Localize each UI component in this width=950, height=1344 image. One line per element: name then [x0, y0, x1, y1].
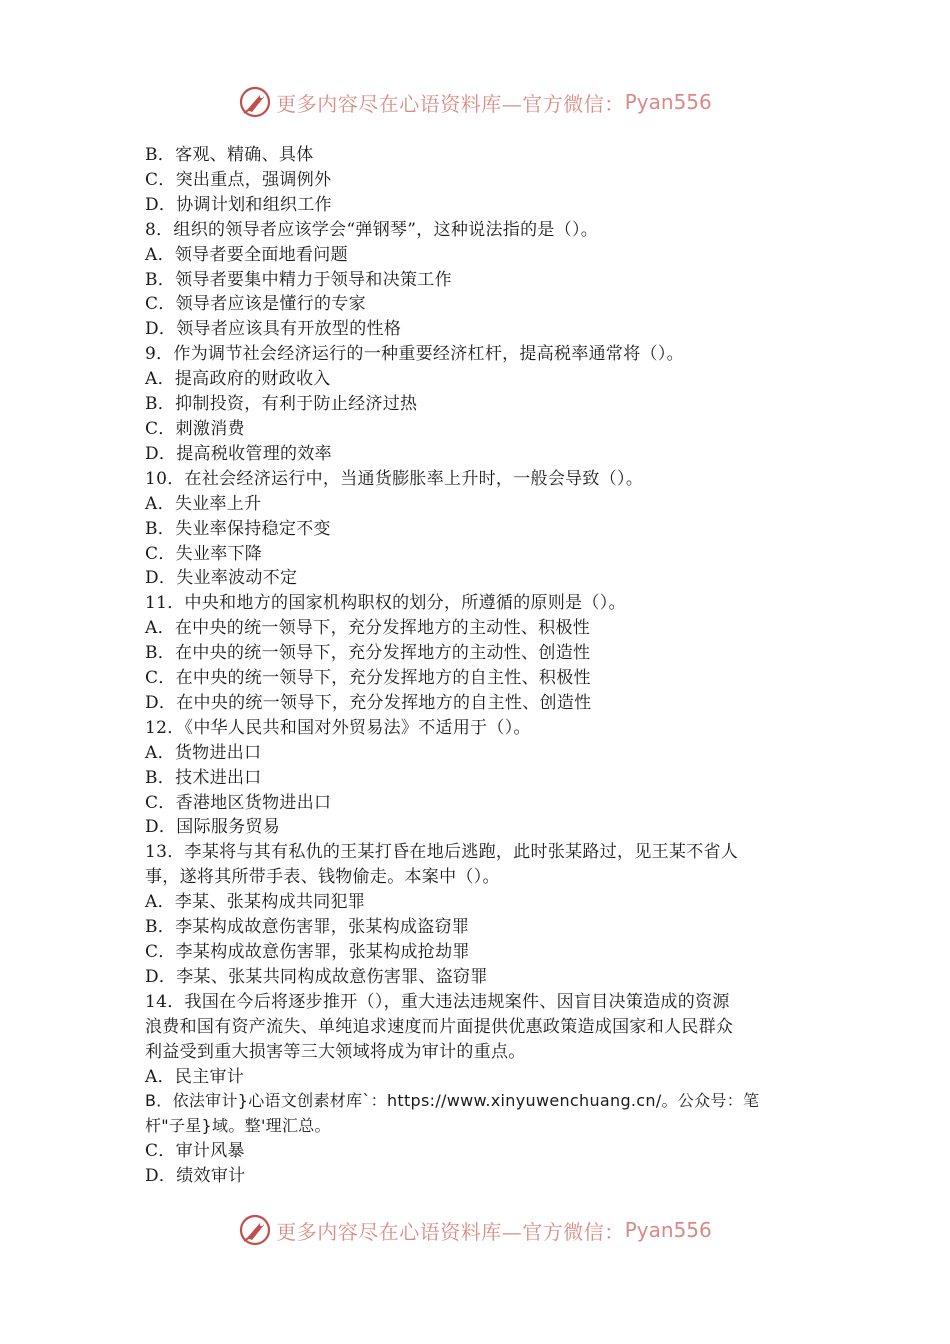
option-line: C．失业率下降 [145, 543, 263, 564]
question-line: 9．作为调节社会经济运行的一种重要经济杠杆，提高税率通常将（）。 [145, 344, 684, 365]
option-line: B．失业率保持稳定不变 [145, 518, 331, 539]
option-line: B．抑制投资，有利于防止经济过热 [145, 394, 418, 415]
banner-wechat-id: Pyan556 [624, 1218, 712, 1242]
banner-text: 更多内容尽在心语资料库—官方微信： [276, 91, 625, 116]
option-line: C．李某构成故意伤害罪，张某构成抢劫罪 [145, 942, 470, 962]
question-line: 13．李某将与其有私仇的王某打昏在地后逃跑，此时张某路过，见王某不省人 [145, 842, 739, 863]
question-line-continued: 事，遂将其所带手表、钱物偷走。本案中（）。 [145, 867, 500, 888]
option-line: D．领导者应该具有开放型的性格 [145, 319, 402, 340]
option-line: B．在中央的统一领导下，充分发挥地方的主动性、创造性 [145, 643, 591, 664]
option-line: D．国际服务贸易 [145, 817, 281, 838]
option-line: D．绩效审计 [145, 1166, 246, 1187]
question-line-continued: 利益受到重大损害等三大领域将成为审计的重点。 [145, 1041, 526, 1062]
question-line: 12．《中华人民共和国对外贸易法》不适用于（）。 [145, 717, 531, 738]
question-line: 10．在社会经济运行中，当通货膨胀率上升时，一般会导致（）。 [145, 468, 644, 489]
option-line: C．在中央的统一领导下，充分发挥地方的自主性、积极性 [145, 668, 591, 689]
footer-banner [0, 1208, 950, 1252]
option-line: A．领导者要全面地看问题 [145, 244, 348, 265]
option-line: B．领导者要集中精力于领导和决策工作 [145, 269, 452, 290]
option-line: C．刺激消费 [145, 418, 245, 439]
option-line: C．香港地区货物进出口 [145, 792, 332, 813]
option-line: D．李某、张某共同构成故意伤害罪、盗窃罪 [145, 966, 488, 987]
header-banner [0, 80, 950, 124]
option-line: A．失业率上升 [145, 493, 262, 514]
option-line: A．在中央的统一领导下，充分发挥地方的主动性、积极性 [145, 618, 591, 639]
option-line: C．突出重点，强调例外 [145, 169, 332, 190]
banner-text: 更多内容尽在心语资料库—官方微信： [276, 1219, 625, 1244]
pen-nib-circle-logo-icon [238, 1213, 272, 1247]
question-line-continued: 浪费和国有资产流失、单纯追求速度而片面提供优惠政策造成国家和人民群众 [145, 1016, 734, 1037]
option-line: C．审计风暴 [145, 1141, 245, 1162]
watermark-line-continued: 杆"子星}域。整'理汇总。 [145, 1116, 331, 1136]
option-line: D．失业率波动不定 [145, 568, 298, 589]
option-line: B．技术进出口 [145, 767, 262, 788]
document-body [145, 143, 810, 1189]
banner-wechat-id: Pyan556 [624, 90, 712, 114]
option-line: A．提高政府的财政收入 [145, 369, 331, 390]
option-line: B．李某构成故意伤害罪，张某构成盗窃罪 [145, 917, 470, 938]
option-line: B．客观、精确、具体 [145, 145, 314, 165]
question-line: 8．组织的领导者应该学会“弹钢琴”，这种说法指的是（）。 [145, 219, 599, 240]
question-line: 14．我国在今后将逐步推开（），重大违法违规案件、因盲目决策造成的资源 [145, 991, 730, 1012]
option-line: D．协调计划和组织工作 [145, 194, 332, 215]
option-line: D．在中央的统一领导下，充分发挥地方的自主性、创造性 [145, 692, 592, 713]
option-line: A．李某、张某构成共同犯罪 [145, 892, 366, 913]
option-line: D．提高税收管理的效率 [145, 443, 332, 464]
option-line: A．民主审计 [145, 1066, 245, 1087]
pen-nib-circle-logo-icon [238, 85, 272, 119]
option-line: C．领导者应该是懂行的专家 [145, 294, 366, 315]
option-line: A．货物进出口 [145, 742, 262, 763]
question-line: 11．中央和地方的国家机构职权的划分，所遵循的原则是（）。 [145, 593, 626, 614]
option-line-with-watermark: B．依法审计}心语文创素材库`：https://www.xinyuwenchuang.cn/。公众号：笔 [145, 1091, 760, 1111]
